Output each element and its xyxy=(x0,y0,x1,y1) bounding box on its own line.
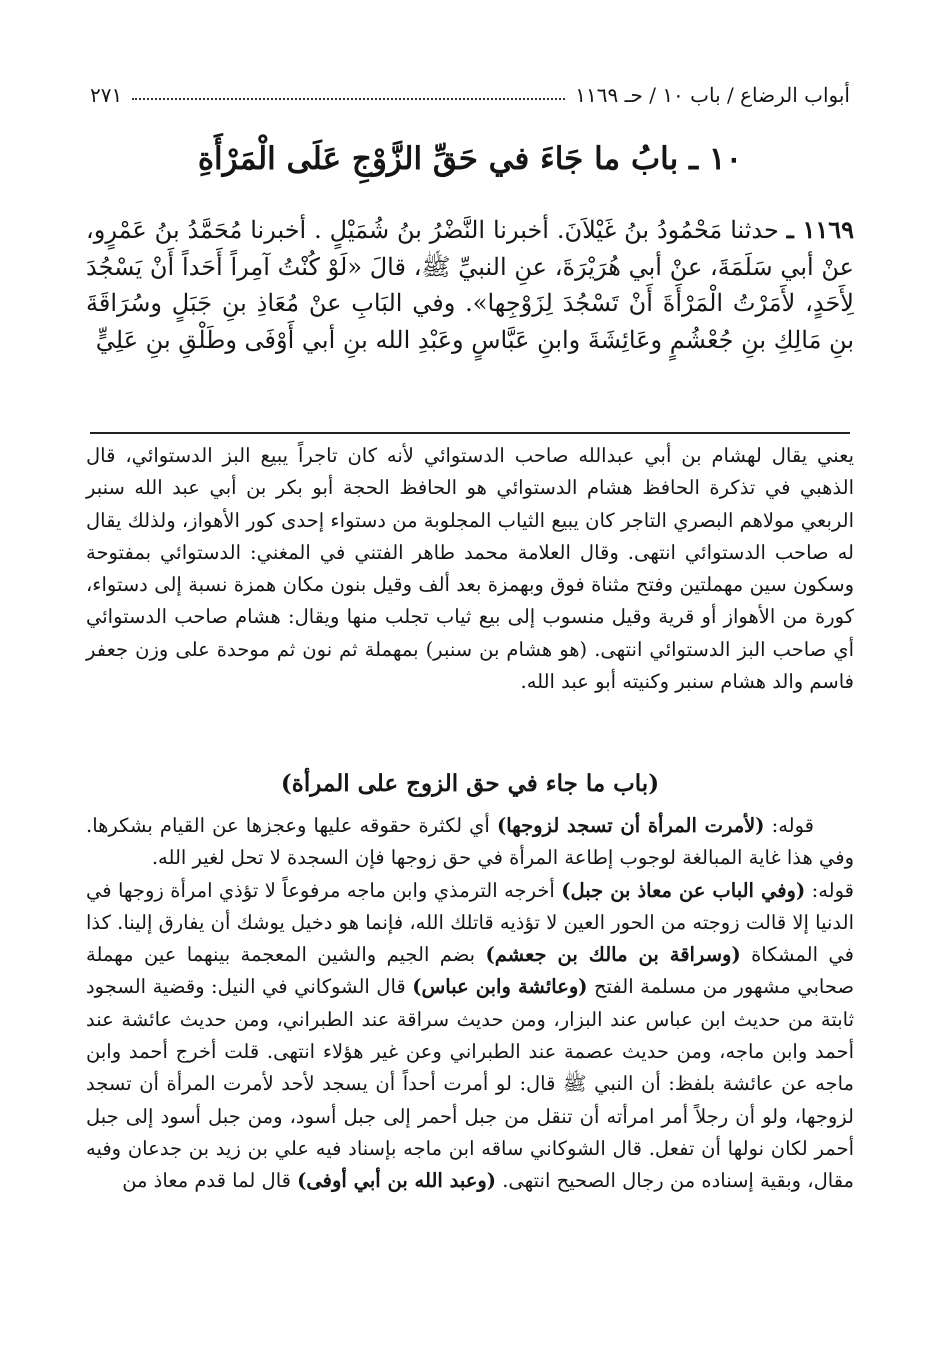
hadith-text: حدثنا مَحْمُودُ بنُ غَيْلاَنَ. أخبرنا النَّضْرُ بنُ شُمَيْلٍ . أخبرنا مُحَمَّدُ بنُ عَمْرٍو، عنْ أبي سَلَمَةَ، عنْ أبي هُرَيْرَةَ، عنِ النبيِّ ﷺ، قالَ «لَوْ كُنْتُ آمِراً أَحَداً أَنْ يَسْجُدَ لِأَحَدٍ، لأَمَرْتُ الْمَرْأَةَ أَنْ تَسْجُدَ لِزَوْجِها». وفي البَابِ عنْ مُعَاذِ بنِ جَبَلٍ وسُرَاقَةَ بنِ مَالِكِ بنِ جُعْشُمٍ وعَائِشَةَ وابنِ عَبَّاسٍ وعَبْدِ الله بنِ أبي أَوْفَى وطَلْقِ بنِ عَلِيٍّ xyxy=(86,216,854,354)
running-title: أبواب الرضاع / باب ١٠ / حـ ١١٦٩ xyxy=(575,83,850,107)
commentary-paragraph-2 xyxy=(86,875,854,1198)
hadith-block xyxy=(86,212,854,358)
commentary-top xyxy=(86,440,854,698)
quoted-phrase: (وعائشة وابن عباس) xyxy=(412,975,588,999)
quoted-phrase: (لأمرت المرأة أن تسجد لزوجها) xyxy=(496,814,765,837)
lead-text: قوله: xyxy=(805,878,854,902)
explanation-text: قال الشوكاني في النيل: وقضية السجود ثابتة من حديث ابن عباس عند البزار، ومن حديث سراقة عند الطبراني، ومن حديث عائشة عند أحمد وابن ماجه، ومن حديث عصمة عند الطبراني وعن غير هؤلاء انتهى. قلت أخرج أحمد وابن ماجه عن عائشة بلفظ: أن النبي ﷺ قال: لو أمرت أحداً أن يسجد لأحد لأمرت المرأة أن تسجد لزوجها، ولو أن رجلاً أمر امرأته أن تنقل من جبل أحمر إلى جبل أسود، ومن جبل أسود إلى جبل أحمر لكان نولها أن تفعل. قال الشوكاني ساقه ابن ماجه بإسناد فيه علي بن زيد بن جدعان وفيه مقال، وبقية إسناده من رجال الصحيح انتهى. xyxy=(86,975,854,1193)
chapter-heading: ١٠ ـ بابُ ما جَاءَ في حَقِّ الزَّوْجِ عَلَى الْمَرْأَةِ xyxy=(197,141,743,177)
leader-dots xyxy=(132,98,565,100)
quoted-phrase: (وسراقة بن مالك بن جعشم) xyxy=(485,943,741,967)
commentary-top-paragraph: يعني يقال لهشام بن أبي عبدالله صاحب الدستوائي لأنه كان تاجراً يبيع البز الدستوائي، قال الذهبي في تذكرة الحافظ هشام الدستوائي هو الحافظ الحجة أبو بكر بن أبي عبد الله سنبر الربعي مولاهم البصري التاجر كان يبيع الثياب المجلوبة من دستواء إحدى كور الأهواز، ولذلك يقال له صاحب الدستوائي انتهى. وقال العلامة محمد طاهر الفتني في المغني: الدستوائي بمفتوحة وسكون سين مهملتين وفتح مثناة فوق وبهمزة بعد ألف وقيل بنون مكان همزة نسبة إلى دستواء، كورة من الأهواز أو قرية وقيل منسوب إلى بيع ثياب تجلب منها ويقال: هشام صاحب الدستوائي أي صاحب البز الدستوائي انتهى. (هو هشام بن سنبر) بمهملة ثم نون ثم موحدة على وزن جعفر فاسم والد هشام سنبر وكنيته أبو عبد الله. xyxy=(86,444,854,694)
commentary-main xyxy=(86,810,854,1198)
explanation-text: بضم الجيم والشين المعجمة بينهما عين مهملة صحابي مشهور من مسلمة الفتح xyxy=(86,943,854,999)
commentary-subheading: (باب ما جاء في حق الزوج على المرأة) xyxy=(280,770,660,797)
hadith-paragraph xyxy=(86,212,854,358)
quoted-phrase: (وعبد الله بن أبي أوفى) xyxy=(297,1169,496,1193)
explanation-text: أخرجه الترمذي وابن ماجه مرفوعاً لا تؤذي امرأة زوجها في الدنيا إلا قالت زوجته من الحور العين لا تؤذيه قاتلك الله، فإنما هو دخيل يوشك أن يفارق إلينا. كذا في المشكاة xyxy=(86,878,854,967)
page-number: ٢٧١ xyxy=(90,83,123,107)
footnote-divider xyxy=(90,432,850,434)
explanation-text: قال لما قدم معاذ من xyxy=(122,1169,298,1193)
hadith-number: ١١٦٩ ـ xyxy=(786,215,854,244)
lead-text: قوله: xyxy=(764,814,814,837)
running-header xyxy=(90,80,850,110)
quoted-phrase: (وفي الباب عن معاذ بن جبل) xyxy=(561,878,806,902)
commentary-paragraph-1 xyxy=(86,810,854,875)
explanation-text: أي لكثرة حقوقه عليها وعجزها عن القيام بشكرها. وفي هذا غاية المبالغة لوجوب إطاعة المرأة في حق زوجها فإن السجدة لا تحل لغير الله. xyxy=(86,814,854,870)
